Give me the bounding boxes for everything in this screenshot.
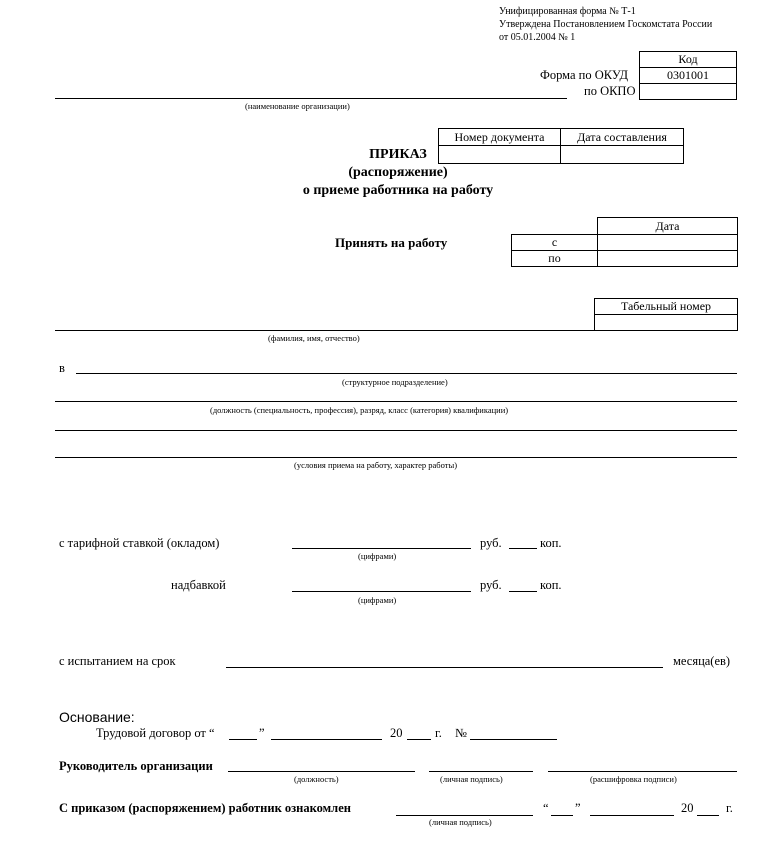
acknowledge-signature-field[interactable] [396, 815, 533, 816]
title-line2: (распоряжение) [348, 165, 448, 180]
manager-decoding-caption: (расшифровка подписи) [590, 774, 677, 784]
okud-value-cell[interactable] [639, 67, 737, 84]
department-prefix: в [59, 361, 65, 375]
accept-to-field[interactable] [597, 250, 738, 267]
doc-number-header-text: Номер документа [454, 129, 545, 144]
basis-label: Основание: [59, 709, 135, 725]
doc-number-header [438, 128, 561, 146]
doc-date-header-text: Дата составления [577, 129, 667, 144]
position-line[interactable] [55, 401, 737, 402]
probation-field[interactable] [226, 667, 663, 668]
accept-from-field[interactable] [597, 234, 738, 251]
manager-position-caption: (должность) [294, 774, 339, 784]
manager-label: Руководитель организации [59, 759, 213, 773]
rate-label: с тарифной ставкой (окладом) [59, 536, 220, 550]
bonus-digits-caption: (цифрами) [358, 595, 397, 605]
doc-date-header [560, 128, 684, 146]
bonus-kop-field[interactable] [509, 591, 537, 592]
title-line1: ПРИКАЗ [369, 147, 427, 162]
acknowledge-year-suffix: г. [726, 801, 733, 815]
fio-caption: (фамилия, имя, отчество) [268, 333, 360, 343]
rate-rub-label: руб. [480, 536, 502, 550]
fio-line[interactable] [55, 330, 595, 331]
acknowledge-quote-close: ” [575, 801, 581, 815]
department-caption: (структурное подразделение) [342, 377, 448, 387]
contract-year-suffix: г. [435, 726, 442, 740]
acknowledge-day-field[interactable] [551, 815, 573, 816]
rate-rub-field[interactable] [292, 548, 471, 549]
tabel-header-text: Табельный номер [620, 299, 712, 313]
accept-from-label: с [551, 235, 558, 249]
contract-day-field[interactable] [229, 739, 257, 740]
probation-suffix: месяца(ев) [673, 654, 731, 668]
document-title [300, 146, 496, 200]
acknowledge-month-field[interactable] [590, 815, 674, 816]
kod-header-cell [639, 51, 737, 68]
contract-quote-close: ” [259, 726, 265, 740]
okpo-value-cell[interactable] [639, 83, 737, 100]
contract-number-label: № [455, 726, 467, 740]
probation-label: с испытанием на срок [59, 654, 176, 668]
conditions-line[interactable] [55, 457, 737, 458]
rate-digits-caption: (цифрами) [358, 551, 397, 561]
organization-caption: (наименование организации) [245, 101, 350, 111]
accept-date-header-text: Дата [655, 218, 680, 233]
bonus-label: надбавкой [171, 578, 226, 592]
accept-to-label-cell [511, 250, 598, 267]
okud-value: 0301001 [667, 68, 709, 82]
contract-prefix: Трудовой договор от “ [96, 726, 215, 740]
bonus-rub-field[interactable] [292, 591, 471, 592]
doc-date-field[interactable] [560, 145, 684, 164]
acknowledge-label: С приказом (распоряжением) работник ознакомлен [59, 801, 351, 815]
conditions-caption: (условия приема на работу, характер работы) [294, 460, 458, 470]
manager-signature-caption: (личная подпись) [440, 774, 503, 784]
form-note-line1: Унифицированная форма № Т-1 [499, 6, 636, 17]
tabel-field[interactable] [594, 314, 738, 331]
acknowledge-signature-caption: (личная подпись) [429, 817, 492, 827]
position-line-2[interactable] [55, 430, 737, 431]
bonus-rub-label: руб. [480, 578, 502, 592]
accept-to-label: по [548, 251, 561, 265]
form-note-line2: Утверждена Постановлением Госкомстата России [499, 19, 713, 30]
rate-kop-label: коп. [540, 536, 562, 550]
rate-kop-field[interactable] [509, 548, 537, 549]
accept-date-header [597, 217, 738, 235]
bonus-kop-label: коп. [540, 578, 562, 592]
contract-year-field[interactable] [407, 739, 431, 740]
contract-month-field[interactable] [271, 739, 382, 740]
contract-number-field[interactable] [470, 739, 557, 740]
acknowledge-year-field[interactable] [697, 815, 719, 816]
department-line[interactable] [76, 373, 737, 374]
manager-position-field[interactable] [228, 771, 415, 772]
tabel-header [594, 298, 738, 315]
accept-from-label-cell [511, 234, 598, 251]
accept-label: Принять на работу [335, 235, 448, 250]
acknowledge-quote-open: “ [543, 801, 549, 815]
manager-decoding-field[interactable] [548, 771, 737, 772]
organization-line[interactable] [55, 98, 567, 99]
kod-header: Код [678, 52, 698, 66]
position-caption: (должность (специальность, профессия), разряд, класс (категория) квалификации) [210, 405, 509, 415]
title-line3: о приеме работника на работу [302, 183, 494, 198]
okpo-label: по ОКПО [584, 84, 636, 98]
form-note-line3: от 05.01.2004 № 1 [499, 32, 576, 43]
manager-signature-field[interactable] [429, 771, 533, 772]
okud-label: Форма по ОКУД [540, 68, 628, 82]
contract-year-prefix: 20 [390, 726, 403, 740]
acknowledge-year-prefix: 20 [681, 801, 694, 815]
